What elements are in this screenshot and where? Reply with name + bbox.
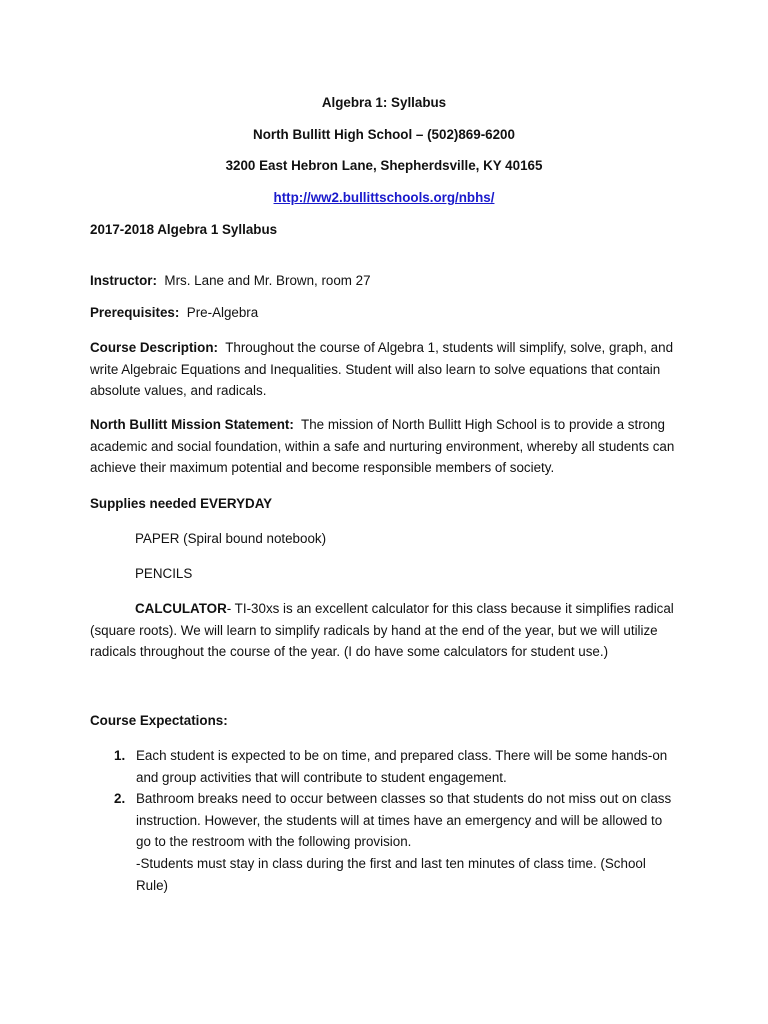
prerequisites-label: Prerequisites: [90, 305, 180, 320]
calculator-text: - TI-30xs is an excellent calculator for this class because it simplifies radical (square roots). We will learn to simplify radicals by hand at the end of the year, but we will utilize radicals throughout the course of the year. (I do have some calculators for student use.) [90, 601, 674, 660]
course-description-text: Throughout the course of Algebra 1, students will simplify, solve, graph, and write Algebraic Equations and Inequalities. Student will also learn to solve equations that contain absolute values, and radicals. [90, 340, 674, 399]
supply-paper: PAPER (Spiral bound notebook) [135, 531, 327, 546]
expectation-item-2 [90, 788, 680, 896]
expectation-subtext: -Students must stay in class during the first and last ten minutes of class time. (School Rule) [136, 855, 646, 893]
syllabus-year-title: 2017-2018 Algebra 1 Syllabus [90, 222, 278, 237]
school-address: 3200 East Hebron Lane, Shepherdsville, KY 40165 [225, 158, 543, 173]
expectations-heading: Course Expectations: [90, 713, 228, 728]
course-description-label: Course Description: [90, 340, 218, 355]
course-description [90, 337, 680, 402]
calculator-label: CALCULATOR [135, 601, 227, 616]
prerequisites-line [90, 302, 680, 324]
instructor-line [90, 270, 680, 292]
instructor-value: Mrs. Lane and Mr. Brown, room 27 [164, 273, 371, 288]
supply-pencils: PENCILS [135, 566, 193, 581]
expectation-text: Bathroom breaks need to occur between classes so that students do not miss out on class instruction. However, the students will at times have an emergency and will be allowed to go to the restroom with the following provision. [136, 791, 672, 850]
mission-label: North Bullitt Mission Statement: [90, 417, 294, 432]
expectation-text: Each student is expected to be on time, and prepared class. There will be some hands-on and group activities that will contribute to student engagement. [136, 748, 668, 785]
prerequisites-value: Pre-Algebra [186, 305, 259, 320]
supply-calculator [90, 598, 680, 663]
expectation-number: 2. [114, 791, 126, 807]
instructor-label: Instructor: [90, 273, 157, 288]
school-url-link[interactable]: http://ww2.bullittschools.org/nbhs/ [273, 190, 495, 205]
supplies-heading: Supplies needed EVERYDAY [90, 496, 273, 511]
expectations-list-wrap [90, 745, 680, 896]
document-title: Algebra 1: Syllabus [321, 95, 447, 110]
expectation-number: 1. [114, 748, 126, 763]
mission-text: The mission of North Bullitt High School is to provide a strong academic and social foundation, within a safe and nurturing environment, whereby all students can achieve their maximum potential and become responsible members of society. [90, 417, 675, 476]
school-url-row [0, 187, 768, 209]
school-name: North Bullitt High School – (502)869-6200 [253, 127, 515, 142]
mission-statement [90, 414, 680, 479]
expectations-list [90, 745, 680, 896]
expectation-item-1 [90, 745, 680, 788]
